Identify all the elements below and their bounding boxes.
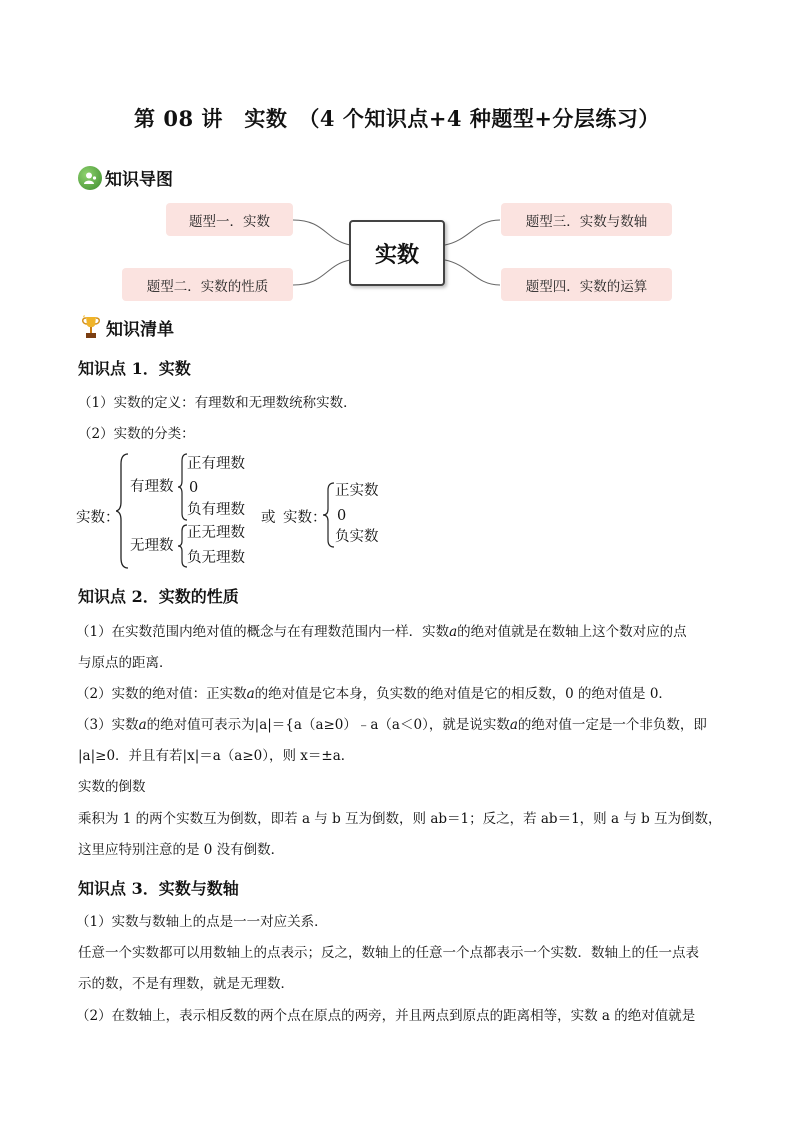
kp2-reciprocal-heading: 实数的倒数 bbox=[78, 779, 146, 795]
tree1-irrational-item-1: 正无理数 bbox=[187, 525, 245, 541]
mindmap-node-type4: 题型四．实数的运算 bbox=[501, 268, 672, 301]
kp2-p3-text-b: 的绝对值可表示为|a|＝{a（a≥0）﹣a（a＜0），就是说实数 bbox=[146, 717, 510, 733]
mindmap-heading-text: 知识导图 bbox=[105, 170, 173, 190]
kp2-paragraph-1 bbox=[76, 622, 687, 642]
user-badge-icon bbox=[78, 166, 102, 190]
kp2-paragraph-1-cont: 与原点的距离． bbox=[78, 655, 173, 671]
tree1-rational-item-2: 0 bbox=[189, 480, 199, 496]
tree1-rational-item-3: 负有理数 bbox=[187, 502, 245, 518]
mindmap-heading bbox=[78, 165, 173, 190]
mindmap-node-type3: 题型三．实数与数轴 bbox=[501, 203, 672, 236]
kp3-heading: 知识点 3．实数与数轴 bbox=[78, 879, 239, 898]
checklist-heading bbox=[80, 314, 174, 340]
kp2-p2-text-a: （2）实数的绝对值：正实数 bbox=[76, 686, 247, 702]
tree1-root: 实数： bbox=[76, 510, 120, 526]
kp2-paragraph-6: 这里应特别注意的是 0 没有倒数． bbox=[78, 842, 285, 858]
tree2-item-3: 负实数 bbox=[335, 529, 379, 545]
kp3-paragraph-2: 任意一个实数都可以用数轴上的点表示；反之，数轴上的任意一个点都表示一个实数．数轴上的任一点表 bbox=[78, 945, 699, 961]
tree2-root: 实数： bbox=[283, 510, 327, 526]
kp3-paragraph-4: （2）在数轴上，表示相反数的两个点在原点的两旁，并且两点到原点的距离相等，实数 a 的绝对值就是 bbox=[76, 1008, 696, 1024]
mindmap-node-type1: 题型一．实数 bbox=[166, 203, 293, 236]
kp2-heading: 知识点 2．实数的性质 bbox=[78, 587, 239, 606]
kp2-p3-text-a: （3）实数 bbox=[76, 717, 139, 733]
kp2-paragraph-2 bbox=[76, 684, 672, 704]
tree2-item-2: 0 bbox=[337, 508, 347, 524]
tree1-irrational: 无理数 bbox=[130, 538, 174, 554]
kp1-definition: （1）实数的定义：有理数和无理数统称实数． bbox=[78, 395, 357, 411]
kp2-p3-text-c: 的绝对值一定是一个非负数，即 bbox=[517, 717, 707, 733]
kp2-paragraph-5: 乘积为 1 的两个实数互为倒数，即若 a 与 b 互为倒数，则 ab＝1；反之，若 ab＝1，则 a 与 b 互为倒数， bbox=[78, 811, 722, 827]
mindmap-node-type2: 题型二．实数的性质 bbox=[122, 268, 293, 301]
kp2-paragraph-3-cont: |a|≥0．并且有若|x|＝a（a≥0），则 x＝±a． bbox=[78, 748, 355, 764]
tree2-brace bbox=[322, 481, 336, 549]
kp2-p2-text-b: 的绝对值是它本身，负实数的绝对值是它的相反数，0 的绝对值是 0． bbox=[254, 686, 672, 702]
kp2-paragraph-3 bbox=[76, 715, 707, 735]
tree1-rational: 有理数 bbox=[130, 479, 174, 495]
kp2-p1-text-b: 的绝对值就是在数轴上这个数对应的点 bbox=[457, 624, 687, 640]
var-a: a bbox=[246, 686, 255, 702]
checklist-heading-text: 知识清单 bbox=[106, 319, 174, 340]
classification-or: 或 bbox=[261, 510, 276, 526]
var-a: a bbox=[449, 624, 458, 640]
kp1-heading: 知识点 1．实数 bbox=[78, 359, 191, 378]
tree1-rational-item-1: 正有理数 bbox=[187, 456, 245, 472]
tree2-item-1: 正实数 bbox=[335, 483, 379, 499]
kp3-paragraph-1: （1）实数与数轴上的点是一一对应关系． bbox=[76, 914, 328, 930]
var-a: a bbox=[138, 717, 147, 733]
page-title: 第 08 讲 实数 （4 个知识点+4 种题型+分层练习） bbox=[134, 106, 660, 131]
trophy-icon bbox=[80, 314, 104, 340]
mindmap-center: 实数 bbox=[349, 220, 445, 286]
var-a: a bbox=[509, 717, 518, 733]
kp3-paragraph-3: 示的数，不是有理数，就是无理数． bbox=[78, 976, 294, 992]
kp1-classification-label: （2）实数的分类： bbox=[78, 426, 195, 442]
kp2-p1-text-a: （1）在实数范围内绝对值的概念与在有理数范围内一样．实数 bbox=[76, 624, 450, 640]
tree1-irrational-item-2: 负无理数 bbox=[187, 550, 245, 566]
